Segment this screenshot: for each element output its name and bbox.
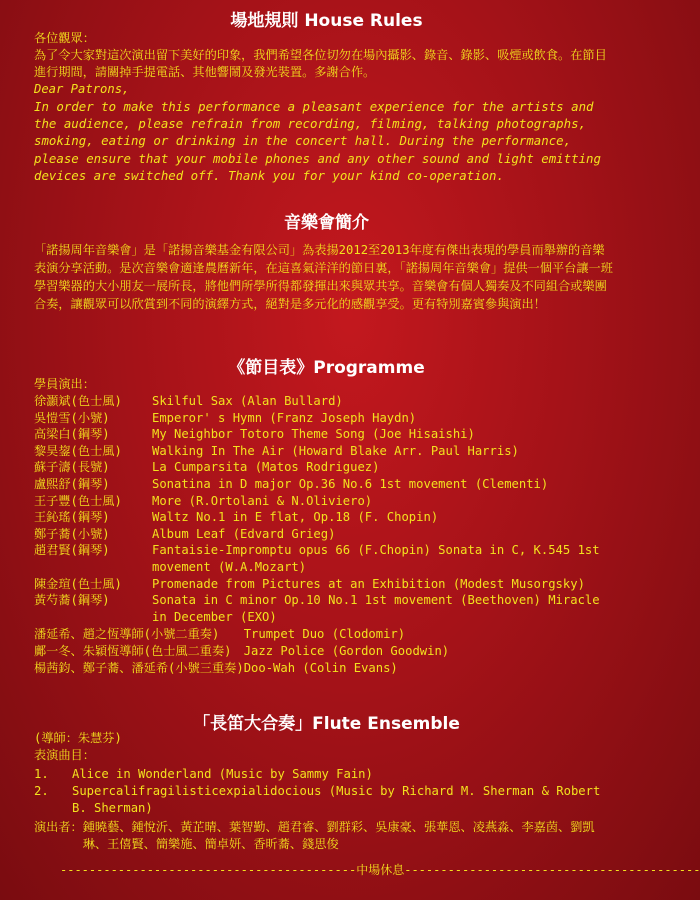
piece-title: Sonatina in D major Op.36 No.6 1st movement (Clementi) bbox=[152, 476, 549, 491]
ensemble-row bbox=[34, 626, 449, 643]
house-rules-greeting-en: Dear Patrons, bbox=[34, 82, 130, 96]
flute-piece-number: 1. bbox=[34, 767, 49, 781]
flute-piece bbox=[34, 783, 615, 817]
piece-title: My Neighbor Totoro Theme Song (Joe Hisaishi) bbox=[152, 427, 475, 442]
piece-title: Emperor' s Hymn (Franz Joseph Haydn) bbox=[152, 410, 417, 425]
performer-name: 鄭子蕎(小號) bbox=[34, 526, 110, 541]
ensemble-performers: 潘延希、趙之恆導師(小號二重奏) bbox=[34, 627, 220, 642]
flute-performers: 鍾曉藝、鍾悅沂、黃芷晴、葉智勤、趙君睿、劉群彩、吳康豪、張華恩、凌燕淼、李嘉茵、劉凱琳、王僖賢、簡樂施、簡卓妍、香昕蕎、錢思俊 bbox=[82, 820, 595, 851]
piece-title: Waltz No.1 in E flat, Op.18 (F. Chopin) bbox=[152, 510, 439, 525]
piece-title: La Cumparsita (Matos Rodriguez) bbox=[152, 460, 380, 475]
intro-title: 音樂會簡介 bbox=[284, 213, 369, 233]
house-rules-greeting-zh: 各位觀眾： bbox=[34, 31, 95, 45]
intro-section bbox=[34, 241, 615, 313]
programme-row bbox=[34, 576, 615, 593]
flute-section bbox=[34, 730, 615, 853]
programme-row bbox=[34, 459, 615, 476]
programme-row bbox=[34, 592, 615, 625]
programme-title: 《節目表》Programme bbox=[228, 358, 425, 378]
house-rules-text-zh: 為了令大家對這次演出留下美好的印象，我們希望各位切勿在場內攝影、錄音、錄影、吸煙或飲食。在節目進行期間，請關掉手提電話、其他響鬧及發光裝置。多謝合作。 bbox=[34, 48, 607, 79]
piece-title: Album Leaf (Edvard Grieg) bbox=[152, 526, 336, 541]
performer-name: 黎昊鋆(色士風) bbox=[34, 443, 122, 458]
programme-row bbox=[34, 426, 615, 443]
performer-name: 黃芍蕎(鋼琴) bbox=[34, 593, 110, 608]
programme-row bbox=[34, 476, 615, 493]
flute-performers-label: 演出者： bbox=[34, 820, 83, 834]
flute-piece-title: Alice in Wonderland (Music by Sammy Fain) bbox=[72, 767, 373, 781]
performer-name: 蘇子濤(長號) bbox=[34, 460, 110, 475]
programme-row bbox=[34, 542, 615, 575]
house-rules-text-en: In order to make this performance a pleasant experience for the artists and the audience, please refrain from recording, filming, talking photographs, smoking, eating or drinking in the concert hall. During the performance, please ensure that your mobile phones and any other sound and light emitting devices are switched off. Thank you for your kind co-operation. bbox=[34, 99, 601, 183]
performer-name: 盧熙舒(鋼琴) bbox=[34, 476, 110, 491]
flute-piece-number: 2. bbox=[34, 784, 49, 798]
performer-name: 徐灝斌(色士風) bbox=[34, 394, 122, 408]
performer-name: 陳金瑄(色士風) bbox=[34, 576, 122, 591]
programme-row bbox=[34, 443, 615, 460]
house-rules-section bbox=[34, 30, 615, 184]
flute-pieces-label: 表演曲目： bbox=[34, 748, 95, 762]
ensemble-piece: Trumpet Duo (Clodomir) bbox=[243, 627, 406, 642]
flute-piece-title: Supercalifragilisticexpialidocious (Music by Richard M. Sherman & Robert B. Sherman) bbox=[72, 784, 601, 815]
piece-title: Walking In The Air (Howard Blake Arr. Paul Harris) bbox=[152, 443, 519, 458]
flute-piece bbox=[34, 766, 615, 783]
performer-name: 王子豐(色士風) bbox=[34, 493, 122, 508]
flute-performers-row bbox=[34, 819, 615, 853]
ensemble-row bbox=[34, 643, 449, 660]
intermission-label: 中場休息 bbox=[356, 863, 405, 877]
flute-title: 「長笛大合奏」Flute Ensemble bbox=[193, 714, 460, 734]
programme-row bbox=[34, 410, 615, 427]
programme-row bbox=[34, 509, 615, 526]
ensemble-row bbox=[34, 660, 449, 677]
ensemble-performers: 楊茜鈞、鄭子蕎、潘延希(小號三重奏) bbox=[34, 660, 244, 675]
intro-text: 「諾揚周年音樂會」是「諾揚音樂基金有限公司」為表揚2012至2013年度有傑出表現的學員而舉辦的音樂表演分享活動。是次音樂會適逢農曆新年，在這喜氣洋洋的節日裏，「諾揚周年音樂會」提供一個平台讓一班學習樂器的大小朋友一展所長，將他們所學所得都發揮出來與眾共享。音樂會有個人獨奏及不同組合或樂團合奏，讓觀眾可以欣賞到不同的演繹方式，絕對是多元化的感觀享受。更有特別嘉賓參與演出！ bbox=[34, 243, 613, 311]
performer-name: 王鈊瑤(鋼琴) bbox=[34, 510, 110, 525]
piece-title: Skilful Sax (Alan Bullard) bbox=[152, 394, 343, 408]
ensemble-piece: Doo-Wah (Colin Evans) bbox=[243, 660, 398, 675]
performer-name: 趙君賢(鋼琴) bbox=[34, 543, 110, 558]
programme-section bbox=[34, 376, 615, 676]
programme-row bbox=[34, 493, 615, 510]
intermission-divider: -----------------------------------------中場休息----------------------------------------- bbox=[60, 863, 700, 877]
programme-list bbox=[34, 393, 615, 625]
piece-title: More (R.Ortolani & N.Oliviero) bbox=[152, 493, 373, 508]
flute-tutor: (導師：朱慧芬) bbox=[34, 731, 122, 745]
programme-row bbox=[34, 393, 615, 410]
ensemble-piece: Jazz Police (Gordon Goodwin) bbox=[243, 643, 450, 658]
performer-name: 吳愷雪(小號) bbox=[34, 410, 110, 425]
ensemble-list bbox=[34, 626, 449, 676]
house-rules-title: 場地規則 House Rules bbox=[230, 11, 423, 31]
ensemble-performers: 鄺一冬、朱穎恆導師(色士風二重奏) bbox=[34, 643, 232, 658]
performer-name: 高梁白(鋼琴) bbox=[34, 427, 110, 442]
students-label: 學員演出： bbox=[34, 377, 95, 391]
piece-title: Fantaisie-Impromptu opus 66 (F.Chopin) Sonata in C, K.545 1st movement (W.A.Mozart) bbox=[152, 543, 600, 574]
programme-row bbox=[34, 526, 615, 543]
piece-title: Sonata in C minor Op.10 No.1 1st movement (Beethoven) Miracle in December (EXO) bbox=[152, 593, 600, 624]
piece-title: Promenade from Pictures at an Exhibition (Modest Musorgsky) bbox=[152, 576, 585, 591]
